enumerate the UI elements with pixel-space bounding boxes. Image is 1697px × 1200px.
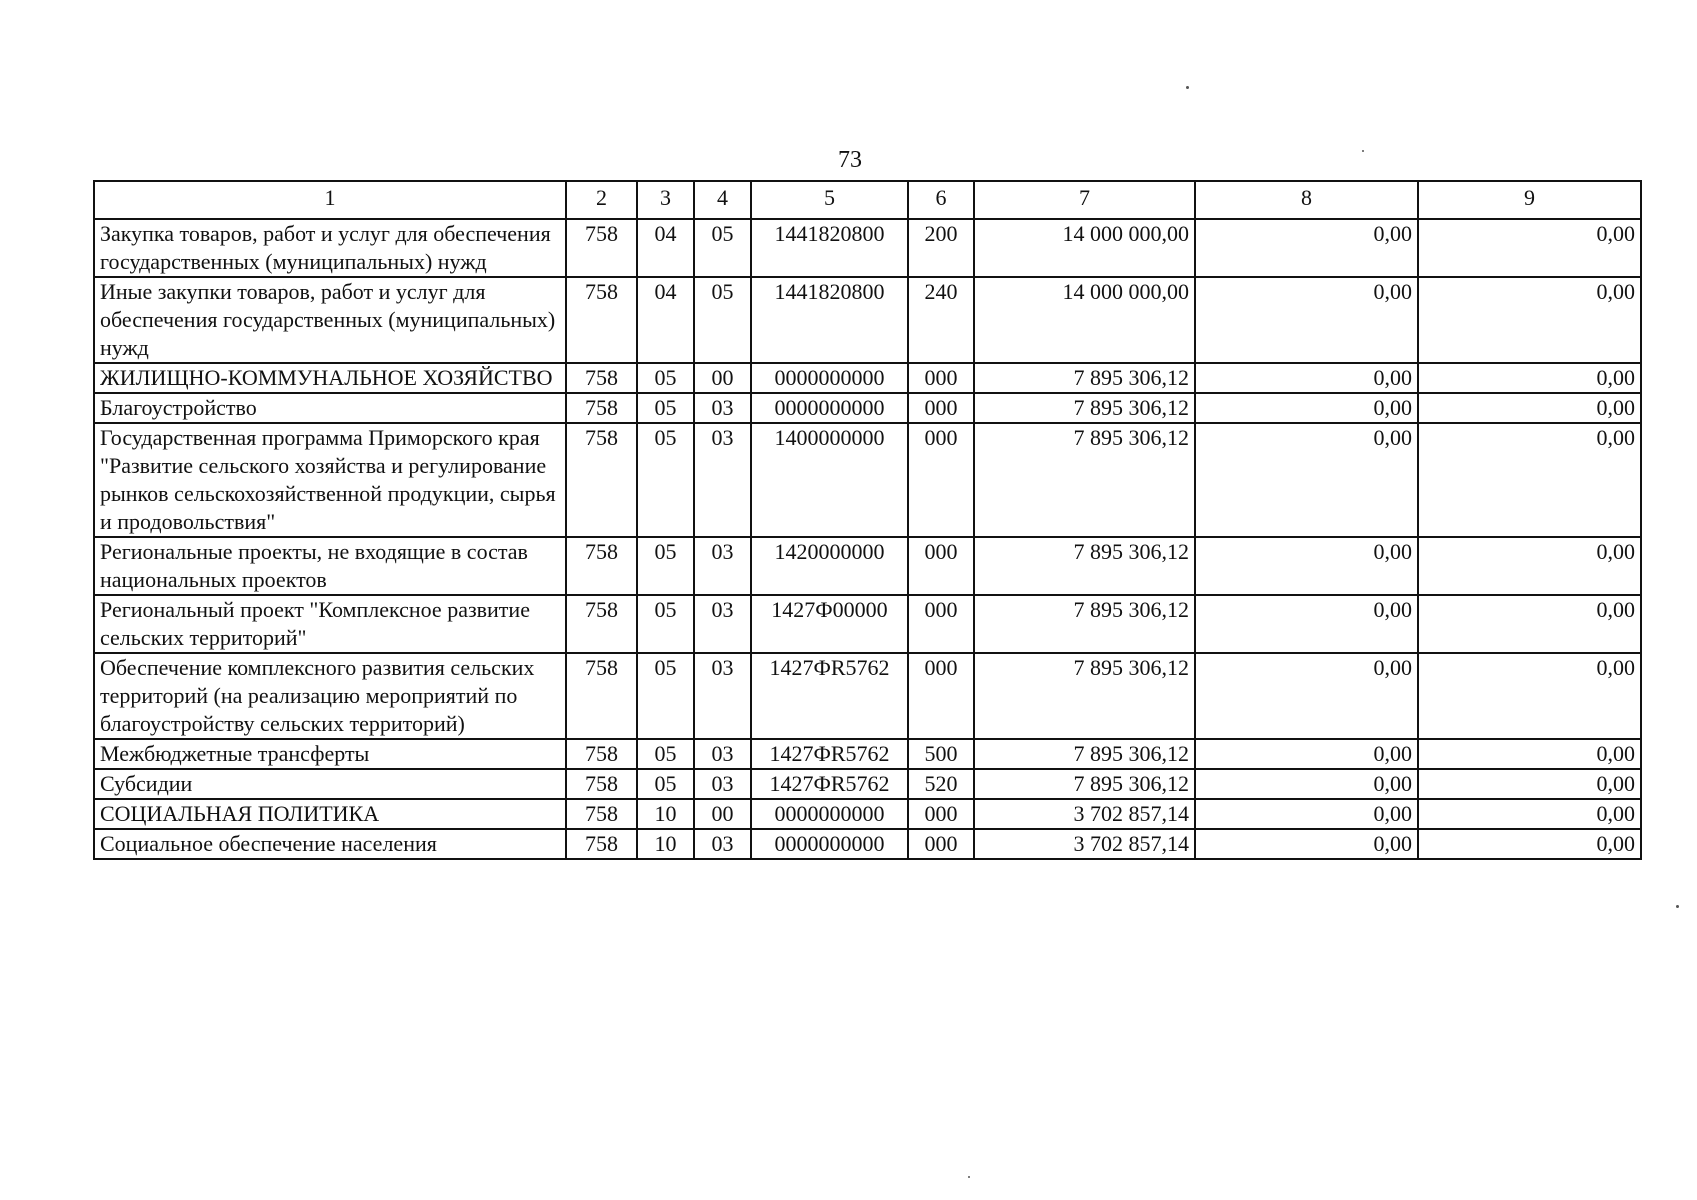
amount-cell: 7 895 306,12	[974, 769, 1195, 799]
code-cell: 1427ФR5762	[751, 739, 908, 769]
item-name: Региональный проект "Комплексное развитие сельских территорий"	[94, 595, 566, 653]
amount-cell: 0,00	[1418, 799, 1641, 829]
code-cell: 758	[566, 219, 637, 277]
item-name: СОЦИАЛЬНАЯ ПОЛИТИКА	[94, 799, 566, 829]
code-cell: 04	[637, 277, 694, 363]
header-cell: 8	[1195, 181, 1418, 219]
code-cell: 10	[637, 799, 694, 829]
table-row	[94, 423, 1641, 537]
code-cell: 03	[694, 653, 751, 739]
code-cell: 03	[694, 769, 751, 799]
header-cell: 2	[566, 181, 637, 219]
code-cell: 000	[908, 653, 974, 739]
amount-cell: 0,00	[1418, 219, 1641, 277]
item-name: Иные закупки товаров, работ и услуг для обеспечения государственных (муниципальных) нужд	[94, 277, 566, 363]
amount-cell: 7 895 306,12	[974, 537, 1195, 595]
code-cell: 1441820800	[751, 277, 908, 363]
item-name: Региональные проекты, не входящие в состав национальных проектов	[94, 537, 566, 595]
code-cell: 05	[637, 423, 694, 537]
item-name: Закупка товаров, работ и услуг для обеспечения государственных (муниципальных) нужд	[94, 219, 566, 277]
amount-cell: 0,00	[1418, 829, 1641, 859]
code-cell: 000	[908, 829, 974, 859]
code-cell: 04	[637, 219, 694, 277]
amount-cell: 7 895 306,12	[974, 653, 1195, 739]
code-cell: 758	[566, 829, 637, 859]
table-row	[94, 829, 1641, 859]
item-name: Государственная программа Приморского края "Развитие сельского хозяйства и регулирование рынков сельскохозяйственной продукции, сырья и продовольствия"	[94, 423, 566, 537]
table-row	[94, 277, 1641, 363]
code-cell: 500	[908, 739, 974, 769]
code-cell: 758	[566, 595, 637, 653]
table-row	[94, 537, 1641, 595]
code-cell: 520	[908, 769, 974, 799]
scan-speck	[1362, 150, 1364, 152]
amount-cell: 0,00	[1195, 739, 1418, 769]
page-number: 73	[838, 147, 862, 173]
table-row	[94, 653, 1641, 739]
code-cell: 03	[694, 595, 751, 653]
budget-table	[93, 180, 1642, 860]
code-cell: 758	[566, 739, 637, 769]
amount-cell: 0,00	[1195, 277, 1418, 363]
scan-speck	[1676, 905, 1679, 908]
amount-cell: 0,00	[1195, 829, 1418, 859]
amount-cell: 0,00	[1195, 595, 1418, 653]
scan-speck	[968, 1176, 970, 1178]
code-cell: 758	[566, 653, 637, 739]
code-cell: 758	[566, 277, 637, 363]
item-name: Благоустройство	[94, 393, 566, 423]
amount-cell: 0,00	[1418, 277, 1641, 363]
item-name: Социальное обеспечение населения	[94, 829, 566, 859]
amount-cell: 0,00	[1195, 423, 1418, 537]
code-cell: 758	[566, 799, 637, 829]
item-name: ЖИЛИЩНО-КОММУНАЛЬНОЕ ХОЗЯЙСТВО	[94, 363, 566, 393]
code-cell: 03	[694, 537, 751, 595]
amount-cell: 7 895 306,12	[974, 739, 1195, 769]
code-cell: 758	[566, 363, 637, 393]
code-cell: 1427Ф00000	[751, 595, 908, 653]
amount-cell: 0,00	[1195, 363, 1418, 393]
code-cell: 05	[637, 739, 694, 769]
code-cell: 1400000000	[751, 423, 908, 537]
amount-cell: 0,00	[1418, 537, 1641, 595]
amount-cell: 0,00	[1195, 769, 1418, 799]
code-cell: 000	[908, 595, 974, 653]
header-cell: 5	[751, 181, 908, 219]
amount-cell: 0,00	[1195, 799, 1418, 829]
amount-cell: 0,00	[1418, 423, 1641, 537]
amount-cell: 3 702 857,14	[974, 799, 1195, 829]
code-cell: 000	[908, 799, 974, 829]
item-name: Субсидии	[94, 769, 566, 799]
item-name: Обеспечение комплексного развития сельских территорий (на реализацию мероприятий по благоустройству сельских территорий)	[94, 653, 566, 739]
header-cell: 7	[974, 181, 1195, 219]
amount-cell: 0,00	[1418, 595, 1641, 653]
code-cell: 03	[694, 739, 751, 769]
code-cell: 0000000000	[751, 363, 908, 393]
code-cell: 10	[637, 829, 694, 859]
code-cell: 758	[566, 423, 637, 537]
code-cell: 05	[694, 277, 751, 363]
table-row	[94, 595, 1641, 653]
code-cell: 758	[566, 537, 637, 595]
header-cell: 6	[908, 181, 974, 219]
code-cell: 200	[908, 219, 974, 277]
header-cell: 9	[1418, 181, 1641, 219]
code-cell: 000	[908, 423, 974, 537]
code-cell: 05	[637, 537, 694, 595]
amount-cell: 0,00	[1195, 219, 1418, 277]
header-cell: 4	[694, 181, 751, 219]
amount-cell: 0,00	[1195, 393, 1418, 423]
code-cell: 03	[694, 829, 751, 859]
code-cell: 758	[566, 393, 637, 423]
table-row	[94, 799, 1641, 829]
header-cell: 1	[94, 181, 566, 219]
header-row	[94, 181, 1641, 219]
code-cell: 05	[637, 595, 694, 653]
code-cell: 000	[908, 393, 974, 423]
code-cell: 240	[908, 277, 974, 363]
code-cell: 05	[637, 393, 694, 423]
code-cell: 0000000000	[751, 829, 908, 859]
amount-cell: 0,00	[1418, 769, 1641, 799]
code-cell: 05	[637, 653, 694, 739]
amount-cell: 7 895 306,12	[974, 363, 1195, 393]
code-cell: 00	[694, 363, 751, 393]
amount-cell: 14 000 000,00	[974, 219, 1195, 277]
table-row	[94, 363, 1641, 393]
code-cell: 05	[637, 769, 694, 799]
amount-cell: 0,00	[1195, 653, 1418, 739]
amount-cell: 0,00	[1418, 739, 1641, 769]
code-cell: 03	[694, 423, 751, 537]
code-cell: 000	[908, 537, 974, 595]
amount-cell: 0,00	[1195, 537, 1418, 595]
code-cell: 05	[694, 219, 751, 277]
amount-cell: 7 895 306,12	[974, 595, 1195, 653]
code-cell: 1420000000	[751, 537, 908, 595]
amount-cell: 0,00	[1418, 393, 1641, 423]
code-cell: 1427ФR5762	[751, 769, 908, 799]
code-cell: 0000000000	[751, 799, 908, 829]
code-cell: 00	[694, 799, 751, 829]
amount-cell: 0,00	[1418, 363, 1641, 393]
header-cell: 3	[637, 181, 694, 219]
amount-cell: 14 000 000,00	[974, 277, 1195, 363]
amount-cell: 7 895 306,12	[974, 393, 1195, 423]
amount-cell: 0,00	[1418, 653, 1641, 739]
code-cell: 0000000000	[751, 393, 908, 423]
table-row	[94, 739, 1641, 769]
scan-speck	[1186, 86, 1189, 89]
code-cell: 1427ФR5762	[751, 653, 908, 739]
table-row	[94, 219, 1641, 277]
code-cell: 03	[694, 393, 751, 423]
amount-cell: 3 702 857,14	[974, 829, 1195, 859]
amount-cell: 7 895 306,12	[974, 423, 1195, 537]
table-row	[94, 393, 1641, 423]
code-cell: 000	[908, 363, 974, 393]
code-cell: 758	[566, 769, 637, 799]
code-cell: 05	[637, 363, 694, 393]
table-row	[94, 769, 1641, 799]
item-name: Межбюджетные трансферты	[94, 739, 566, 769]
code-cell: 1441820800	[751, 219, 908, 277]
